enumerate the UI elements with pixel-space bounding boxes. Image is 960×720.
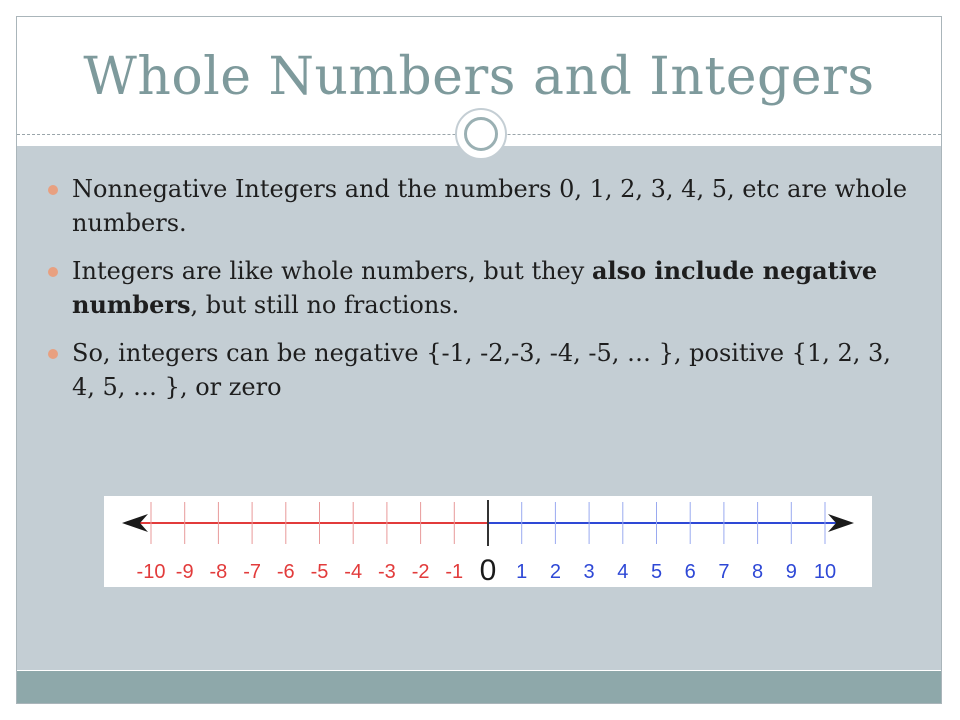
bullet-dot-icon	[48, 267, 58, 277]
negative-tick-label: -10	[136, 561, 166, 583]
negative-tick-label: -4	[344, 561, 363, 583]
positive-tick-label: 1	[516, 561, 528, 583]
bullet-item	[48, 172, 908, 240]
negative-tick-label: -1	[445, 561, 464, 583]
bullet-item	[48, 336, 908, 404]
bullet-text: Nonnegative Integers and the numbers 0, 1, 2, 3, 4, 5, etc are whole numbers.	[72, 175, 908, 237]
positive-tick-label: 3	[583, 561, 595, 583]
circle-ornament-icon	[455, 108, 507, 160]
negative-tick-label: -8	[209, 561, 228, 583]
number-line	[104, 496, 872, 587]
positive-tick-label: 8	[752, 561, 764, 583]
negative-tick-label: -9	[175, 561, 194, 583]
slide-title: Whole Numbers and Integers	[83, 47, 875, 107]
bullet-text: , but still no fractions.	[190, 291, 460, 319]
negative-tick-label: -5	[310, 561, 329, 583]
bullet-list	[48, 172, 908, 418]
footer-bar	[17, 671, 941, 703]
positive-tick-label: 6	[684, 561, 696, 583]
positive-tick-label: 4	[617, 561, 629, 583]
negative-tick-label: -2	[411, 561, 430, 583]
bullet-bold-text: also include negative numbers	[72, 256, 878, 319]
positive-tick-label: 7	[718, 561, 730, 583]
positive-tick-label: 5	[650, 561, 663, 583]
negative-tick-label: -3	[378, 561, 396, 583]
bullet-text: So, integers can be negative {-1, -2,-3, -4, -5, … }, positive {1, 2, 3, 4, 5, … }, or zero	[72, 339, 891, 401]
zero-tick-label: 0	[479, 554, 497, 587]
positive-tick-label: 2	[549, 561, 561, 583]
circle-ornament-inner	[464, 117, 498, 151]
number-line-graphic	[104, 496, 872, 587]
negative-tick-label: -6	[276, 561, 295, 583]
bullet-item	[48, 254, 908, 322]
bullet-dot-icon	[48, 349, 58, 359]
positive-tick-label: 10	[813, 561, 837, 583]
positive-tick-label: 9	[785, 561, 797, 583]
negative-tick-label: -7	[243, 561, 261, 583]
bullet-dot-icon	[48, 185, 58, 195]
bullet-text: Integers are like whole numbers, but they	[72, 257, 592, 285]
